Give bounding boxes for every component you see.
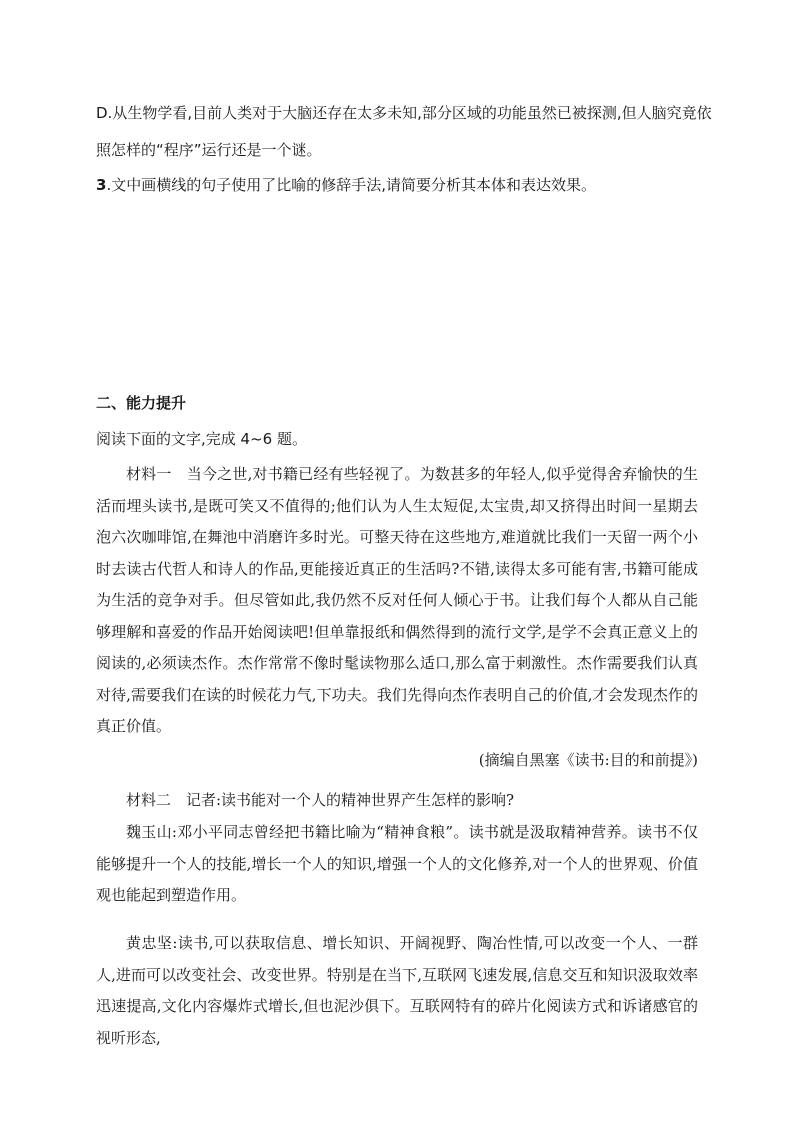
section-2-heading: 二、能力提升 xyxy=(96,394,187,412)
material-2-huang-zhongjian: 黄忠坚:读书,可以获取信息、增长知识、开阔视野、陶冶性情,可以改变一个人、一群人,进而可以改变社会、改变世界。特别是在当下,互联网飞速发展,信息交互和知识汲取效率迅速提高,文化内容爆炸式增长,但也泥沙俱下。互联网特有的碎片化阅读方式和诉诸感官的视听形态, xyxy=(96,934,698,1047)
material-2-intro: 材料二 记者:读书能对一个人的精神世界产生怎样的影响? xyxy=(126,791,515,809)
question-d-line-2: 照怎样的“程序”运行还是一个谜。 xyxy=(96,141,322,159)
question-d-line-1: D.从生物学看,目前人类对于大脑还存在太多未知,部分区域的功能虽然已被探测,但人脑究竟依 xyxy=(96,104,712,122)
material-2-wei-yushan: 魏玉山:邓小平同志曾经把书籍比喻为“精神食粮”。读书就是汲取精神营养。读书不仅能够提升一个人的技能,增长一个人的知识,增强一个人的文化修养,对一个人的世界观、价值观也能起到塑造作用。 xyxy=(96,823,698,904)
section-2-instruction: 阅读下面的文字,完成 4~6 题。 xyxy=(96,430,307,448)
material-1-source: (摘编自黑塞《读书:目的和前提》) xyxy=(478,751,698,769)
material-1-paragraph: 材料一 当今之世,对书籍已经有些轻视了。为数甚多的年轻人,似乎觉得舍弃愉快的生活而埋头读书,是既可笑又不值得的;他们认为人生太短促,太宝贵,却又挤得出时间一星期去泡六次咖啡馆,在舞池中消磨许多时光。可整天待在这些地方,难道就比我们一天留一两个小时去读古代哲人和诗人的作品,更能接近真正的生活吗?不错,读得太多可能有害,书籍可能成为生活的竞争对手。但尽管如此,我仍然不反对任何人倾心于书。让我们每个人都从自己能够理解和喜爱的作品开始阅读吧!但单靠报纸和偶然得到的流行文学,是学不会真正意义上的阅读的,必须读杰作。杰作常常不像时髦读物那么适口,那么富于刺激性。杰作需要我们认真对待,需要我们在读的时候花力气,下功夫。我们先得向杰作表明自己的价值,才会发现杰作的真正价值。 xyxy=(96,465,698,735)
question-3-number: 3 xyxy=(96,176,107,194)
question-3 xyxy=(96,175,596,195)
question-3-text: .文中画横线的句子使用了比喻的修辞手法,请简要分析其本体和表达效果。 xyxy=(106,176,596,194)
